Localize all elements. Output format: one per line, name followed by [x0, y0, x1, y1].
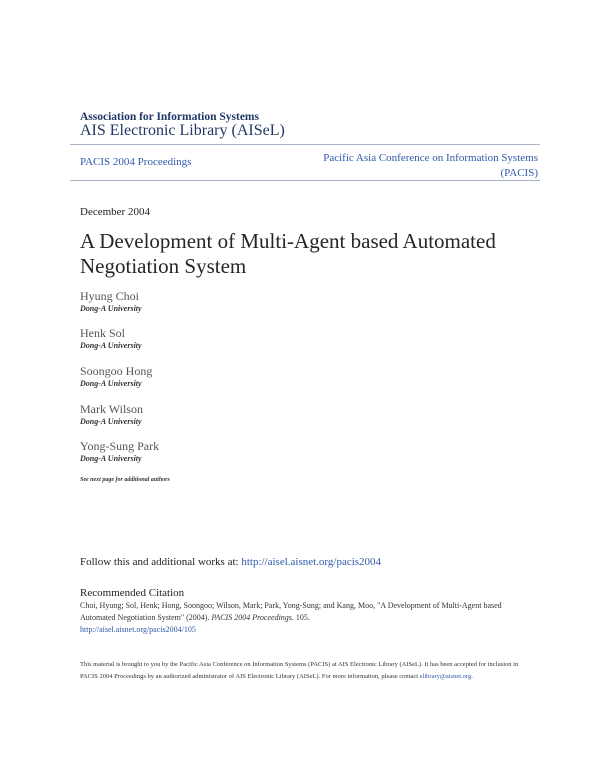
- author-block: [80, 402, 143, 427]
- author-name[interactable]: Mark Wilson: [80, 402, 143, 416]
- follow-prefix: Follow this and additional works at:: [80, 556, 242, 568]
- citation-link[interactable]: http://aisel.aisnet.org/pacis2004/105: [80, 625, 196, 634]
- author-affiliation: Dong-A University: [80, 341, 142, 350]
- author-affiliation: Dong-A University: [80, 304, 142, 313]
- author-block: [80, 439, 159, 464]
- author-block: [80, 326, 142, 351]
- header-rule-top: [70, 144, 540, 145]
- see-next-page-note: See next page for additional authors: [80, 477, 170, 483]
- organization-name: Association for Information Systems: [80, 111, 259, 123]
- publication-date: December 2004: [80, 206, 150, 218]
- author-name[interactable]: Henk Sol: [80, 326, 125, 340]
- footer-text: This material is brought to you by the Pacific Asia Conference on Information Systems (PACIS) at AIS Electronic Library (AISeL). It has been accepted for inclusion in PACIS 2004 Proceedings by an authorized administrator of AIS Electronic Library (AISeL). For more information, please contact: [80, 661, 519, 680]
- recommended-citation-heading: Recommended Citation: [80, 587, 185, 599]
- citation-text: [80, 600, 520, 636]
- collection-link[interactable]: http://aisel.aisnet.org/pacis2004: [241, 556, 382, 568]
- contact-email-link[interactable]: elibrary@aisnet.org: [419, 673, 472, 680]
- author-name[interactable]: Hyung Choi: [80, 289, 140, 303]
- paper-title: A Development of Multi-Agent based Automated Negotiation System: [80, 229, 496, 278]
- author-name[interactable]: Yong-Sung Park: [80, 439, 160, 453]
- conference-link[interactable]: Pacific Asia Conference on Information Systems (PACIS): [323, 152, 538, 179]
- citation-end: . 105.: [291, 613, 310, 622]
- proceedings-link[interactable]: PACIS 2004 Proceedings: [80, 156, 192, 168]
- footer-notice: [80, 659, 530, 683]
- citation-body: Choi, Hyung; Sol, Henk; Hong, Soongoo; Wilson, Mark; Park, Yong-Sung; and Kang, Moo, "A Development of Multi-Agent based Automated Negotiation System" (2004).: [80, 601, 502, 622]
- header-rule-bottom: [70, 180, 540, 181]
- author-name[interactable]: Soongoo Hong: [80, 364, 153, 378]
- author-affiliation: Dong-A University: [80, 454, 142, 463]
- author-affiliation: Dong-A University: [80, 379, 142, 388]
- library-name[interactable]: AIS Electronic Library (AISeL): [80, 122, 285, 139]
- follow-line: [80, 556, 381, 568]
- author-block: [80, 289, 142, 314]
- citation-proceedings: PACIS 2004 Proceedings: [211, 613, 292, 622]
- footer-end: .: [471, 673, 473, 680]
- author-block: [80, 364, 152, 389]
- author-affiliation: Dong-A University: [80, 417, 142, 426]
